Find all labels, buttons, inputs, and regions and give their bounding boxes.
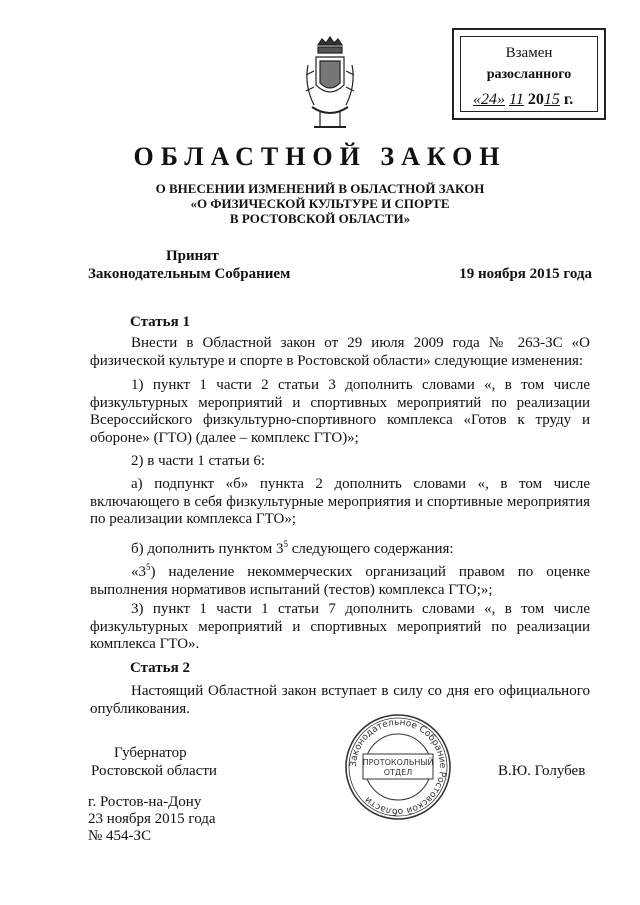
stamp-date (473, 91, 597, 109)
quote-superscript: 5 (146, 562, 151, 572)
item-2b-text: б) дополнить пунктом 3 (131, 541, 284, 557)
article-1-item-1: 1) пункт 1 части 2 статьи 3 дополнить словами «, в том числе физкультурных мероприятий и спортивных мероприятий по реализации Всероссийского физкультурно-спортивного комплекса «Готов к труду и обороне» (ГТО) (далее – комплекс ГТО)»; (90, 377, 590, 446)
official-seal (343, 712, 453, 822)
article-1-item-2b (90, 536, 590, 559)
seal-center-1: ПРОТОКОЛЬНЫЙ (362, 758, 434, 767)
signer-title-2: Ростовской области (91, 763, 217, 779)
quote-text: «3 (131, 564, 146, 580)
article-2-text: Настоящий Областной закон вступает в силу со дня его официального опубликования. (90, 683, 590, 717)
stamp-month: 11 (509, 91, 524, 108)
article-2-heading: Статья 2 (130, 660, 190, 676)
adoption-date: 19 ноября 2015 года (459, 266, 592, 282)
stamp-line-2: разосланного (486, 67, 572, 82)
article-1-intro: Внести в Областной закон от 29 июля 2009 года № 263-ЗС «О физической культуре и спорте в Ростовской области» следующие изменения: (90, 335, 590, 369)
adopted-by: Законодательным Собранием (88, 266, 291, 282)
article-1-heading: Статья 1 (130, 314, 190, 330)
item-2b-text-end: следующего содержания: (287, 541, 454, 557)
seal-ring-text: Законодательное Собрание Ростовской области (348, 717, 448, 817)
stamp-year-prefix: 20 (527, 91, 544, 108)
document-subtitle (0, 181, 640, 226)
subtitle-line-3: В РОСТОВСКОЙ ОБЛАСТИ» (229, 211, 411, 226)
article-1-item-2: 2) в части 1 статьи 6: (131, 453, 266, 469)
subtitle-line-2: «О ФИЗИЧЕСКОЙ КУЛЬТУРЕ И СПОРТЕ (190, 196, 450, 211)
article-1-quote (90, 559, 590, 599)
item-2b-superscript: 5 (283, 539, 288, 549)
subtitle-line-1: О ВНЕСЕНИИ ИЗМЕНЕНИЙ В ОБЛАСТНОЙ ЗАКОН (155, 181, 485, 196)
law-number: № 454-ЗС (88, 828, 152, 844)
article-1-item-3: 3) пункт 1 части 1 статьи 7 дополнить словами «, в том числе физкультурных мероприятий и спортивных мероприятий по реализации комплекса ГТО». (90, 601, 590, 652)
sign-date: 23 ноября 2015 года (88, 811, 216, 827)
sign-city: г. Ростов-на-Дону (88, 794, 202, 810)
seal-center-2: ОТДЕЛ (383, 768, 413, 777)
article-1-item-2a: а) подпункт «б» пункта 2 дополнить словами «, в том числе включающего в себя физкультурные мероприятия и спортивные мероприятия по реализации комплекса ГТО»; (90, 476, 590, 527)
signer-name: В.Ю. Голубев (498, 763, 586, 779)
signer-title-1: Губернатор (114, 745, 187, 761)
quote-text-end: ) наделение некоммерческих организаций правом по оценке выполнения нормативов испытаний (тестов) комплекса ГТО;»; (90, 564, 590, 598)
coat-of-arms-emblem (300, 35, 360, 135)
stamp-line-1: Взамен (505, 45, 553, 61)
stamp-year-end: г. (563, 91, 574, 108)
stamp-year-suffix: 15 (543, 91, 560, 108)
adopted-label: Принят (166, 248, 219, 264)
stamp-day: «24» (473, 91, 505, 108)
replacement-stamp (452, 28, 606, 120)
document-title: ОБЛАСТНОЙ ЗАКОН (133, 142, 507, 171)
